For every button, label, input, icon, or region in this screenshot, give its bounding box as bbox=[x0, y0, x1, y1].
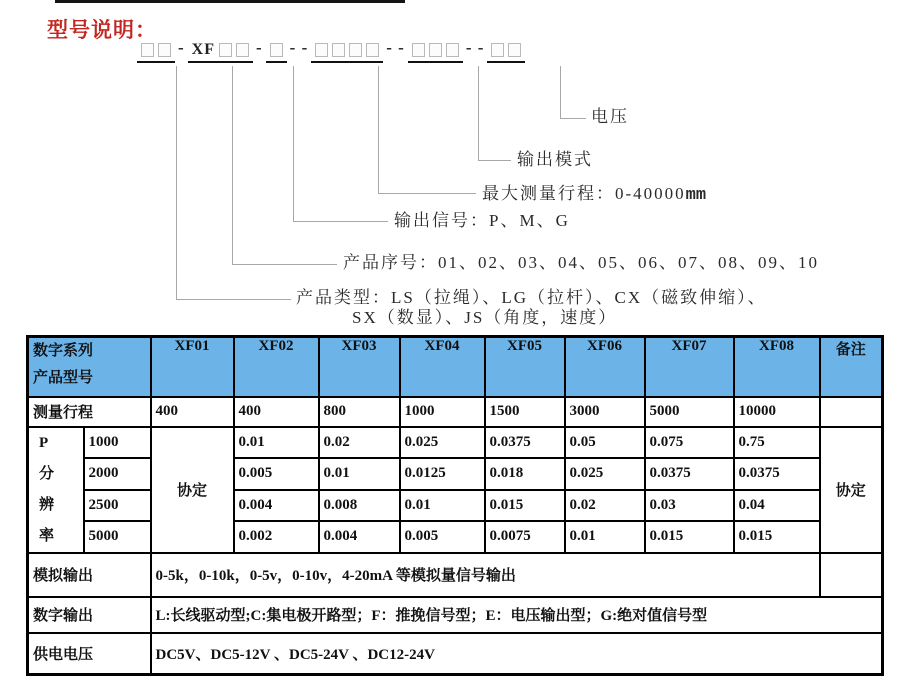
model-box bbox=[491, 43, 504, 57]
resolution-value: 0.0125 bbox=[400, 458, 485, 490]
model-group-voltage bbox=[487, 41, 525, 63]
callout-serial: 产品序号：01、02、03、04、05、06、07、08、09、10 bbox=[343, 253, 819, 272]
model-box bbox=[366, 43, 379, 57]
header-remark: 备注 bbox=[820, 337, 883, 397]
model-group-output-mode bbox=[408, 41, 463, 63]
header-xf04: XF04 bbox=[400, 337, 485, 397]
connector-line bbox=[478, 160, 511, 161]
callout-product-type-line1: 产品类型：LS（拉绳）、LG（拉杆）、CX（磁致伸缩）、 bbox=[296, 288, 767, 307]
resolution-value: 0.015 bbox=[734, 521, 820, 553]
travel-row bbox=[28, 397, 883, 427]
model-box bbox=[412, 43, 425, 57]
model-box bbox=[141, 43, 154, 57]
connector-line bbox=[293, 66, 294, 221]
connector-line bbox=[560, 118, 586, 119]
resolution-value: 0.004 bbox=[234, 490, 319, 522]
travel-value: 800 bbox=[319, 397, 400, 427]
spec-table bbox=[26, 335, 884, 676]
resolution-value: 0.018 bbox=[485, 458, 565, 490]
model-box bbox=[349, 43, 362, 57]
resolution-value: 0.01 bbox=[319, 458, 400, 490]
header-xf08: XF08 bbox=[734, 337, 820, 397]
resolution-value: 0.008 bbox=[319, 490, 400, 522]
digital-output-row bbox=[28, 597, 883, 633]
resolution-xf01-agreement: 协定 bbox=[151, 427, 234, 553]
callout-product-type bbox=[296, 288, 767, 328]
travel-value: 400 bbox=[151, 397, 234, 427]
resolution-value: 0.02 bbox=[565, 490, 645, 522]
header-xf07: XF07 bbox=[645, 337, 734, 397]
connector-line bbox=[176, 299, 291, 300]
analog-output-row bbox=[28, 553, 883, 597]
callout-product-type-line2: SX（数显）、JS（角度，速度） bbox=[352, 308, 618, 327]
header-xf02: XF02 bbox=[234, 337, 319, 397]
model-separator: - - bbox=[465, 38, 485, 57]
connector-line bbox=[378, 193, 476, 194]
connector-line bbox=[232, 66, 233, 264]
resolution-value: 0.075 bbox=[645, 427, 734, 459]
model-box bbox=[429, 43, 442, 57]
header-xf05: XF05 bbox=[485, 337, 565, 397]
travel-value: 10000 bbox=[734, 397, 820, 427]
connector-line bbox=[560, 66, 561, 118]
model-box bbox=[332, 43, 345, 57]
resolution-value: 0.005 bbox=[234, 458, 319, 490]
callout-voltage: 电压 bbox=[591, 107, 629, 126]
resolution-value: 0.002 bbox=[234, 521, 319, 553]
page-title: 型号说明： bbox=[47, 19, 157, 42]
travel-value: 5000 bbox=[645, 397, 734, 427]
callout-max-travel-unit: mm bbox=[685, 186, 707, 205]
model-separator: - - bbox=[386, 38, 405, 57]
model-box bbox=[236, 43, 249, 57]
resolution-value: 0.0375 bbox=[485, 427, 565, 459]
top-edge-streak bbox=[55, 0, 405, 3]
travel-value: 400 bbox=[234, 397, 319, 427]
resolution-value: 0.025 bbox=[400, 427, 485, 459]
model-separator: - bbox=[256, 38, 263, 57]
callout-output-mode: 输出模式 bbox=[517, 150, 593, 169]
model-separator: - - bbox=[289, 38, 309, 57]
model-group-series bbox=[188, 41, 253, 63]
resolution-value: 0.75 bbox=[734, 427, 820, 459]
power-supply-row bbox=[28, 633, 883, 675]
header-series-line2: 产品型号 bbox=[33, 370, 94, 386]
analog-output-label: 模拟输出 bbox=[28, 553, 151, 597]
model-box bbox=[158, 43, 171, 57]
header-series-line1: 数字系列 bbox=[33, 343, 94, 359]
header-series-label bbox=[28, 337, 151, 397]
digital-output-value: L:长线驱动型;C:集电极开路型；F：推挽信号型；E：电压输出型；G:绝对值信号型 bbox=[151, 597, 883, 633]
resolution-row-1000 bbox=[28, 427, 883, 459]
resolution-label bbox=[28, 427, 84, 553]
resolution-value: 0.04 bbox=[734, 490, 820, 522]
resolution-label-char: 分 bbox=[39, 465, 55, 482]
header-xf01: XF01 bbox=[151, 337, 234, 397]
resolution-label-char: P bbox=[39, 434, 49, 451]
header-xf03: XF03 bbox=[319, 337, 400, 397]
resolution-freq: 2500 bbox=[84, 490, 151, 522]
resolution-value: 0.02 bbox=[319, 427, 400, 459]
power-supply-label: 供电电压 bbox=[28, 633, 151, 675]
resolution-value: 0.025 bbox=[565, 458, 645, 490]
analog-output-value: 0-5k，0-10k，0-5v，0-10v，4-20mA 等模拟量信号输出 bbox=[151, 553, 820, 597]
resolution-value: 0.005 bbox=[400, 521, 485, 553]
resolution-value: 0.004 bbox=[319, 521, 400, 553]
travel-value: 1000 bbox=[400, 397, 485, 427]
model-box bbox=[219, 43, 232, 57]
model-prefix: XF bbox=[191, 41, 215, 58]
connector-line bbox=[478, 66, 479, 160]
resolution-value: 0.015 bbox=[645, 521, 734, 553]
callout-max-travel bbox=[482, 184, 706, 206]
model-box bbox=[508, 43, 521, 57]
resolution-value: 0.01 bbox=[565, 521, 645, 553]
model-box bbox=[315, 43, 328, 57]
power-supply-value: DC5V、DC5-12V 、DC5-24V 、DC12-24V bbox=[151, 633, 883, 675]
model-box bbox=[446, 43, 459, 57]
travel-remark-empty bbox=[820, 397, 883, 427]
analog-remark-empty bbox=[820, 553, 883, 597]
model-group-product-type bbox=[137, 41, 175, 63]
connector-line bbox=[293, 221, 388, 222]
travel-label: 测量行程 bbox=[28, 397, 151, 427]
table-header-row bbox=[28, 337, 883, 397]
resolution-value: 0.01 bbox=[400, 490, 485, 522]
resolution-value: 0.0375 bbox=[645, 458, 734, 490]
resolution-freq: 1000 bbox=[84, 427, 151, 459]
model-box bbox=[270, 43, 283, 57]
model-group-travel bbox=[311, 41, 383, 63]
resolution-value: 0.05 bbox=[565, 427, 645, 459]
resolution-value: 0.03 bbox=[645, 490, 734, 522]
model-separator: - bbox=[178, 38, 185, 57]
callout-output-signal: 输出信号：P、M、G bbox=[394, 211, 570, 230]
resolution-label-char: 率 bbox=[39, 527, 55, 544]
resolution-value: 0.015 bbox=[485, 490, 565, 522]
connector-line bbox=[232, 264, 337, 265]
resolution-label-char: 辨 bbox=[39, 496, 55, 513]
digital-output-label: 数字输出 bbox=[28, 597, 151, 633]
resolution-value: 0.0375 bbox=[734, 458, 820, 490]
resolution-freq: 2000 bbox=[84, 458, 151, 490]
resolution-value: 0.01 bbox=[234, 427, 319, 459]
model-format-line bbox=[137, 38, 525, 63]
connector-line bbox=[378, 66, 379, 193]
travel-value: 3000 bbox=[565, 397, 645, 427]
connector-line bbox=[176, 66, 177, 299]
resolution-freq: 5000 bbox=[84, 521, 151, 553]
travel-value: 1500 bbox=[485, 397, 565, 427]
resolution-value: 0.0075 bbox=[485, 521, 565, 553]
header-xf06: XF06 bbox=[565, 337, 645, 397]
callout-max-travel-text: 最大测量行程：0-40000 bbox=[482, 184, 686, 203]
model-group-signal bbox=[266, 41, 287, 63]
resolution-remark-agreement: 协定 bbox=[820, 427, 883, 553]
